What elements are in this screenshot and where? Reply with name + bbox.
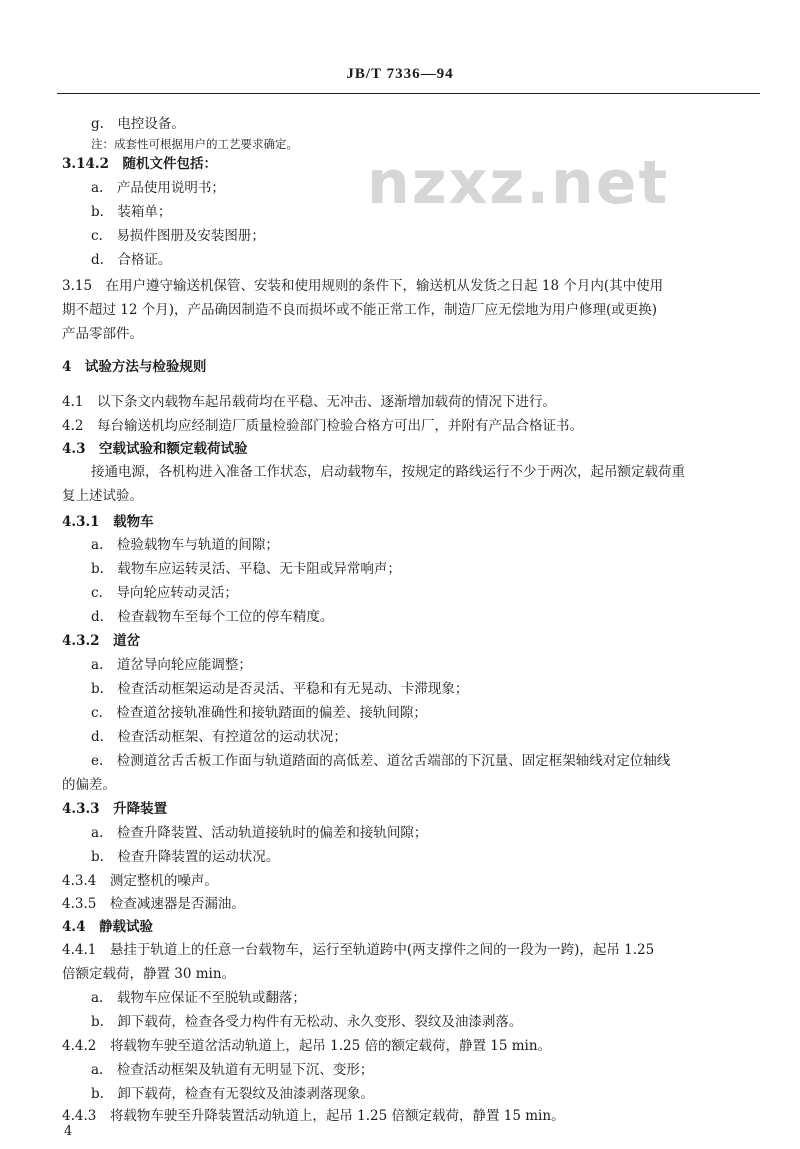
list-item: b. 装箱单； <box>91 204 172 220</box>
list-item: b. 卸下载荷，检查各受力构件有无松动、永久变形、裂纹及油漆剥落。 <box>91 1014 523 1030</box>
list-item: b. 检查活动框架运动是否灵活、平稳和有无晃动、卡滞现象； <box>91 681 469 697</box>
header-rule <box>57 93 760 94</box>
clause-4-3-4: 4.3.4 测定整机的噪声。 <box>62 873 218 889</box>
clause-4-3-para-line2: 复上述试验。 <box>62 488 143 504</box>
clause-4-2: 4.2 每台输送机均应经制造厂质量检验部门检验合格方可出厂，并附有产品合格证书。 <box>62 418 583 434</box>
list-item-continuation: 的偏差。 <box>62 777 116 793</box>
list-item: b. 卸下载荷，检查有无裂纹及油漆剥落现象。 <box>91 1086 374 1102</box>
note: 注：成套性可根据用户的工艺要求确定。 <box>91 137 298 151</box>
clause-4-4-1-line2: 倍额定载荷，静置 30 min。 <box>62 966 236 982</box>
clause-4-4: 4.4 静载试验 <box>62 919 153 935</box>
clause-4-4-1-line1: 4.4.1 悬挂于轨道上的任意一台载物车，运行至轨道跨中(两支撑件之间的一段为一跨)，起吊 1.25 <box>62 942 655 958</box>
watermark: nzxz.net <box>367 148 670 218</box>
clause-4-3-para-line1: 接通电源，各机构进入准备工作状态，启动载物车，按规定的路线运行不少于两次，起吊额定载荷重 <box>91 464 685 480</box>
item-g: g. 电控设备。 <box>91 116 185 132</box>
list-item: e. 检测道岔舌舌板工作面与轨道踏面的高低差、道岔舌端部的下沉量、固定框架轴线对定位轴线 <box>91 753 671 769</box>
list-item: a. 道岔导向轮应能调整； <box>91 657 252 673</box>
list-item: c. 检查道岔接轨准确性和接轨踏面的偏差、接轨间隙； <box>91 705 427 721</box>
list-item: d. 合格证。 <box>91 252 172 268</box>
clause-4-4-3: 4.4.3 将载物车驶至升降装置活动轨道上，起吊 1.25 倍额定载荷，静置 15 min。 <box>62 1108 565 1124</box>
clause-4-1: 4.1 以下条文内载物车起吊载荷均在平稳、无冲击、逐渐增加载荷的情况下进行。 <box>62 394 556 410</box>
list-item: d. 检查载物车至每个工位的停车精度。 <box>91 609 334 625</box>
clause-3-15-line3: 产品零部件。 <box>62 326 143 342</box>
clause-4-3: 4.3 空载试验和额定载荷试验 <box>62 441 248 457</box>
list-item: a. 检查活动框架及轨道有无明显下沉、变形； <box>91 1062 374 1078</box>
clause-4-3-2: 4.3.2 道岔 <box>62 633 141 649</box>
section-4-title: 4 试验方法与检验规则 <box>62 359 207 375</box>
clause-3-15-line1: 3.15 在用户遵守输送机保管、安装和使用规则的条件下，输送机从发货之日起 18 个月内(其中使用 <box>62 278 664 294</box>
list-item: b. 载物车应运转灵活、平稳、无卡阻或异常响声； <box>91 561 401 577</box>
clause-4-4-2: 4.4.2 将载物车驶至道岔活动轨道上，起吊 1.25 倍的额定载荷，静置 15 min。 <box>62 1038 552 1054</box>
list-item: a. 产品使用说明书； <box>91 180 225 196</box>
list-item: a. 载物车应保证不至脱轨或翻落； <box>91 990 306 1006</box>
list-item: b. 检查升降装置的运动状况。 <box>91 849 280 865</box>
clause-3-15-line2: 期不超过 12 个月)，产品确因制造不良而损坏或不能正常工作，制造厂应无偿地为用户修理(或更换) <box>62 302 658 318</box>
clause-3-14-2: 3.14.2 随机文件包括： <box>62 156 217 172</box>
clause-4-3-5: 4.3.5 检查减速器是否漏油。 <box>62 896 245 912</box>
clause-4-3-1: 4.3.1 载物车 <box>62 514 154 530</box>
list-item: d. 检查活动框架、有控道岔的运动状况； <box>91 729 347 745</box>
page-number: 4 <box>64 1124 73 1139</box>
list-item: a. 检查升降装置、活动轨道接轨时的偏差和接轨间隙； <box>91 825 428 841</box>
standard-code-header: JB/T 7336—94 <box>346 66 454 82</box>
clause-4-3-3: 4.3.3 升降装置 <box>62 801 168 817</box>
list-item: c. 导向轮应转动灵活； <box>91 585 238 601</box>
list-item: c. 易损件图册及安装图册； <box>91 228 265 244</box>
list-item: a. 检验载物车与轨道的间隙； <box>91 537 279 553</box>
